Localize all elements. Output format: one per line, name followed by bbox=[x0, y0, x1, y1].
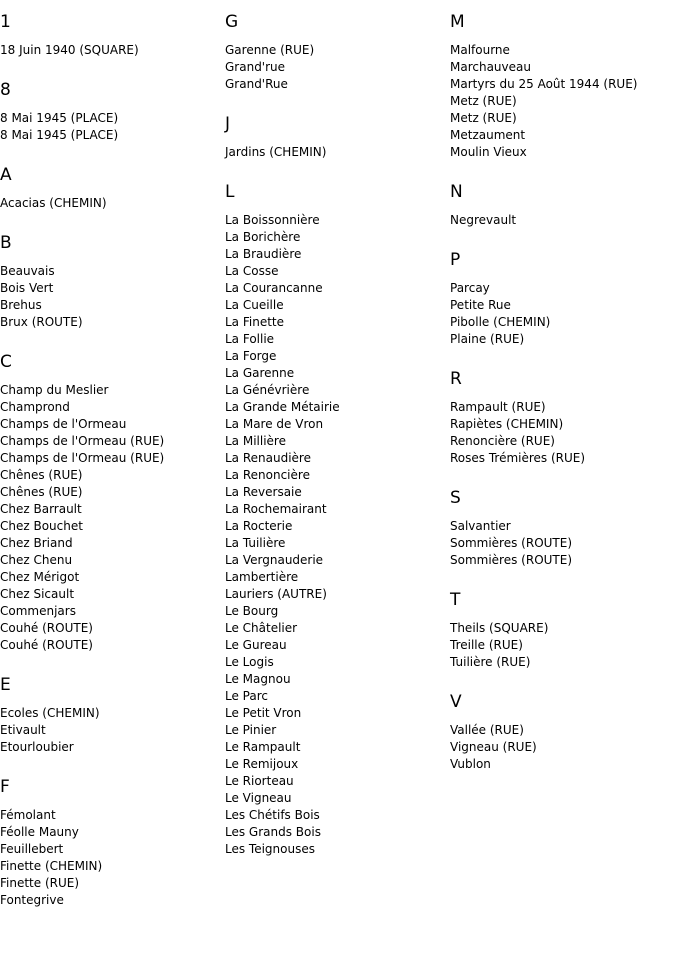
street-name: La Reversaie bbox=[225, 485, 302, 499]
street-name: Finette (CHEMIN) bbox=[0, 859, 103, 873]
street-name: La Finette bbox=[225, 315, 284, 329]
street-name: Brehus bbox=[0, 298, 42, 312]
street-name: Rapiètes (CHEMIN) bbox=[450, 417, 564, 431]
letter-heading: 1 bbox=[0, 12, 11, 32]
letter-group bbox=[225, 182, 447, 858]
letter-group bbox=[0, 777, 222, 909]
street-name: Negrevault bbox=[450, 213, 517, 227]
street-name: Beauvais bbox=[0, 264, 55, 278]
street-name: Etivault bbox=[0, 723, 46, 737]
street-name: Jardins (CHEMIN) bbox=[225, 145, 327, 159]
street-list bbox=[450, 212, 672, 229]
street-list bbox=[0, 807, 222, 909]
street-list bbox=[450, 722, 672, 773]
letter-heading: T bbox=[450, 590, 461, 610]
street-name: Chez Chenu bbox=[0, 553, 73, 567]
street-name: Les Grands Bois bbox=[225, 825, 321, 839]
street-name: Garenne (RUE) bbox=[225, 43, 315, 57]
street-name: Bois Vert bbox=[0, 281, 54, 295]
street-name: La Renoncière bbox=[225, 468, 310, 482]
street-name: Pibolle (CHEMIN) bbox=[450, 315, 551, 329]
street-list bbox=[225, 144, 447, 161]
street-name: Malfourne bbox=[450, 43, 510, 57]
street-name: Brux (ROUTE) bbox=[0, 315, 83, 329]
street-name: Finette (RUE) bbox=[0, 876, 80, 890]
street-name: Fontegrive bbox=[0, 893, 64, 907]
street-name: Champs de l'Ormeau (RUE) bbox=[0, 434, 165, 448]
street-name: Le Logis bbox=[225, 655, 274, 669]
street-name: Couhé (ROUTE) bbox=[0, 638, 93, 652]
letter-group bbox=[225, 12, 447, 93]
street-name: Plaine (RUE) bbox=[450, 332, 525, 346]
letter-heading: E bbox=[0, 675, 11, 695]
letter-group bbox=[450, 488, 672, 569]
letter-heading: G bbox=[225, 12, 239, 32]
street-name: Metz (RUE) bbox=[450, 111, 517, 125]
street-name: Commenjars bbox=[0, 604, 76, 618]
street-list bbox=[225, 42, 447, 93]
street-name: Le Pinier bbox=[225, 723, 277, 737]
street-name: Etourloubier bbox=[0, 740, 74, 754]
street-name: Roses Trémières (RUE) bbox=[450, 451, 586, 465]
street-name: Sommières (ROUTE) bbox=[450, 536, 573, 550]
street-name: Féolle Mauny bbox=[0, 825, 79, 839]
letter-group bbox=[450, 182, 672, 229]
street-list bbox=[0, 42, 222, 59]
street-name: Chez Barrault bbox=[0, 502, 82, 516]
street-name: Chênes (RUE) bbox=[0, 485, 83, 499]
street-name: Champs de l'Ormeau bbox=[0, 417, 127, 431]
street-list bbox=[450, 399, 672, 467]
street-index-column-2 bbox=[225, 12, 447, 879]
letter-group bbox=[450, 590, 672, 671]
street-name: La Braudière bbox=[225, 247, 302, 261]
street-name: Le Bourg bbox=[225, 604, 279, 618]
letter-heading: C bbox=[0, 352, 12, 372]
street-name: La Génévrière bbox=[225, 383, 310, 397]
street-name: Metz (RUE) bbox=[450, 94, 517, 108]
street-name: Chez Briand bbox=[0, 536, 73, 550]
street-name: 8 Mai 1945 (PLACE) bbox=[0, 111, 119, 125]
street-list bbox=[0, 382, 222, 654]
street-name: La Vergnauderie bbox=[225, 553, 324, 567]
street-name: La Millière bbox=[225, 434, 286, 448]
letter-heading: J bbox=[225, 114, 231, 134]
street-name: Grand'rue bbox=[225, 60, 286, 74]
letter-group bbox=[0, 12, 222, 59]
street-name: Marchauveau bbox=[450, 60, 531, 74]
street-name: La Courancanne bbox=[225, 281, 323, 295]
letter-group bbox=[450, 250, 672, 348]
street-name: Sommières (ROUTE) bbox=[450, 553, 573, 567]
street-name: Le Gureau bbox=[225, 638, 287, 652]
street-name: Feuillebert bbox=[0, 842, 64, 856]
street-name: Le Magnou bbox=[225, 672, 291, 686]
street-name: Treille (RUE) bbox=[450, 638, 523, 652]
street-name: 8 Mai 1945 (PLACE) bbox=[0, 128, 119, 142]
street-name: Theils (SQUARE) bbox=[450, 621, 549, 635]
letter-group bbox=[450, 369, 672, 467]
letter-group bbox=[450, 12, 672, 161]
street-list bbox=[450, 42, 672, 161]
street-list bbox=[450, 620, 672, 671]
street-name: Le Riorteau bbox=[225, 774, 294, 788]
street-name: Champs de l'Ormeau (RUE) bbox=[0, 451, 165, 465]
street-name: La Boissonnière bbox=[225, 213, 320, 227]
street-name: Le Remijoux bbox=[225, 757, 299, 771]
street-name: La Tuilière bbox=[225, 536, 286, 550]
street-name: La Cueille bbox=[225, 298, 284, 312]
street-name: Moulin Vieux bbox=[450, 145, 527, 159]
letter-group bbox=[225, 114, 447, 161]
letter-group bbox=[0, 233, 222, 331]
street-name: Chez Sicault bbox=[0, 587, 75, 601]
street-name: Vigneau (RUE) bbox=[450, 740, 537, 754]
letter-group bbox=[0, 80, 222, 144]
street-name: La Grande Métairie bbox=[225, 400, 340, 414]
street-name: Les Chétifs Bois bbox=[225, 808, 320, 822]
letter-heading: L bbox=[225, 182, 235, 202]
street-name: Renoncière (RUE) bbox=[450, 434, 555, 448]
street-index-column-1 bbox=[0, 12, 222, 930]
street-name: Acacias (CHEMIN) bbox=[0, 196, 107, 210]
street-name: Salvantier bbox=[450, 519, 511, 533]
letter-group bbox=[450, 692, 672, 773]
street-name: La Mare de Vron bbox=[225, 417, 324, 431]
street-name: Grand'Rue bbox=[225, 77, 288, 91]
street-name: Champ du Meslier bbox=[0, 383, 109, 397]
street-name: Le Châtelier bbox=[225, 621, 298, 635]
street-name: La Cosse bbox=[225, 264, 279, 278]
letter-heading: P bbox=[450, 250, 461, 270]
street-name: 18 Juin 1940 (SQUARE) bbox=[0, 43, 139, 57]
street-name: Lauriers (AUTRE) bbox=[225, 587, 327, 601]
street-name: Chez Mérigot bbox=[0, 570, 80, 584]
street-name: Le Parc bbox=[225, 689, 268, 703]
street-name: La Garenne bbox=[225, 366, 295, 380]
letter-heading: V bbox=[450, 692, 462, 712]
street-name: La Rocterie bbox=[225, 519, 293, 533]
street-name: Rampault (RUE) bbox=[450, 400, 546, 414]
street-name: Vallée (RUE) bbox=[450, 723, 524, 737]
street-name: Champrond bbox=[0, 400, 70, 414]
street-name: La Forge bbox=[225, 349, 277, 363]
street-name: La Follie bbox=[225, 332, 275, 346]
street-list bbox=[0, 110, 222, 144]
street-list bbox=[450, 518, 672, 569]
letter-group bbox=[0, 352, 222, 654]
street-name: La Borichère bbox=[225, 230, 301, 244]
street-name: La Renaudière bbox=[225, 451, 311, 465]
street-name: Martyrs du 25 Août 1944 (RUE) bbox=[450, 77, 638, 91]
street-index-column-3 bbox=[450, 12, 672, 794]
street-name: Le Rampault bbox=[225, 740, 301, 754]
street-name: La Rochemairant bbox=[225, 502, 327, 516]
street-name: Couhé (ROUTE) bbox=[0, 621, 93, 635]
letter-heading: R bbox=[450, 369, 462, 389]
street-name: Vublon bbox=[450, 757, 491, 771]
street-name: Le Vigneau bbox=[225, 791, 292, 805]
letter-group bbox=[0, 165, 222, 212]
street-name: Petite Rue bbox=[450, 298, 511, 312]
street-name: Chênes (RUE) bbox=[0, 468, 83, 482]
street-list bbox=[450, 280, 672, 348]
street-name: Le Petit Vron bbox=[225, 706, 302, 720]
street-name: Ecoles (CHEMIN) bbox=[0, 706, 100, 720]
street-name: Metzaument bbox=[450, 128, 526, 142]
street-name: Chez Bouchet bbox=[0, 519, 83, 533]
street-name: Parcay bbox=[450, 281, 490, 295]
street-list bbox=[0, 705, 222, 756]
letter-heading: M bbox=[450, 12, 465, 32]
street-name: Fémolant bbox=[0, 808, 56, 822]
street-name: Tuilière (RUE) bbox=[450, 655, 531, 669]
letter-heading: N bbox=[450, 182, 463, 202]
street-list bbox=[225, 212, 447, 858]
street-name: Lambertière bbox=[225, 570, 299, 584]
street-name: Les Teignouses bbox=[225, 842, 315, 856]
letter-group bbox=[0, 675, 222, 756]
letter-heading: 8 bbox=[0, 80, 11, 100]
letter-heading: F bbox=[0, 777, 10, 797]
street-list bbox=[0, 195, 222, 212]
letter-heading: B bbox=[0, 233, 12, 253]
letter-heading: A bbox=[0, 165, 12, 185]
street-list bbox=[0, 263, 222, 331]
letter-heading: S bbox=[450, 488, 461, 508]
